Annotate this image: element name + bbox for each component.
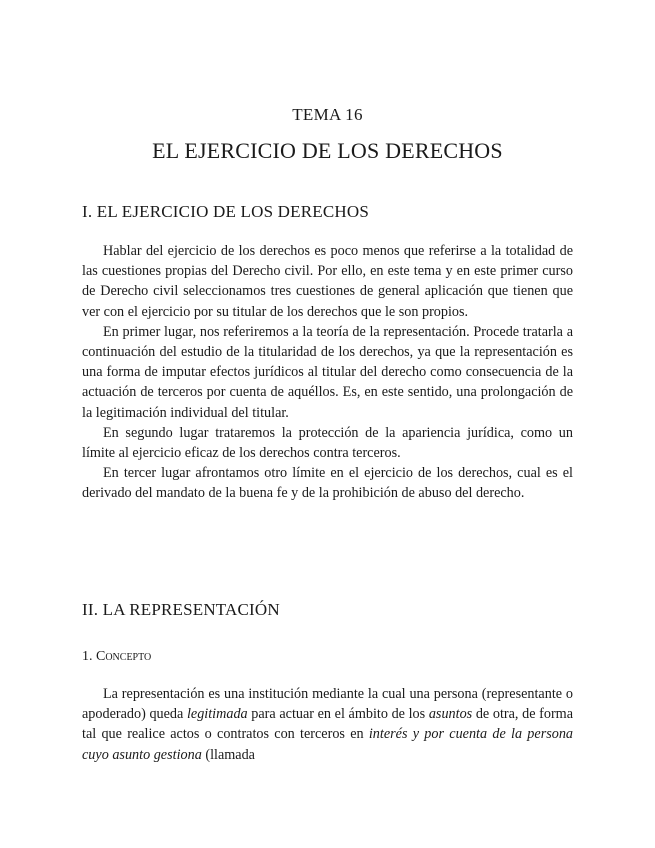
- italic-run: interés y por cuenta de la persona cuyo asunto gestiona: [82, 726, 574, 763]
- paragraph-1: Hablar del ejercicio de los derechos es poco menos que referirse a la totalidad de las cuestiones propias del Derecho civil. Por ello, en este tema y en este primer curso de Derecho civil seleccionamos tres cuestiones de general aplicación que tienen que ver con el ejercicio por su titular de los derechos que le son propios.: [82, 243, 573, 320]
- text-run: La representación es una institución mediante la cual una persona (representante o apoderado) queda: [82, 686, 573, 723]
- paragraph-5: [82, 684, 573, 765]
- paragraph-4: En tercer lugar afrontamos otro límite en el ejercicio de los derechos, cual es el derivado del mandato de la buena fe y de la prohibición de abuso del derecho.: [82, 465, 573, 502]
- section-heading-1: I. EL EJERCICIO DE LOS DERECHOS: [82, 202, 370, 221]
- section-heading-2: II. LA REPRESENTACIÓN: [82, 600, 280, 619]
- text-run: (llamada: [201, 746, 255, 763]
- section-1-body: [82, 241, 573, 504]
- subsection-heading: [82, 649, 151, 665]
- subsection-title: Concepto: [96, 649, 152, 664]
- paragraph-2: En primer lugar, nos referiremos a la teoría de la representación. Procede tratarla a continuación del estudio de la titularidad de los derechos, ya que la representación es una forma de imputar efectos jurídicos al titular del derecho como consecuencia de la actuación de terceros por cuenta de aquéllos. Es, en este sentido, una prolongación de la legitimación individual del titular.: [82, 323, 573, 421]
- text-run: de otra, de forma tal que realice actos o contratos con terceros en: [82, 706, 574, 743]
- italic-run: asuntos: [428, 706, 473, 723]
- text-run: para actuar en el ámbito de los: [247, 706, 429, 723]
- chapter-title: EL EJERCICIO DE LOS DERECHOS: [152, 138, 503, 163]
- paragraph-3: En segundo lugar trataremos la protección de la apariencia jurídica, como un límite al ejercicio eficaz de los derechos contra terceros.: [82, 424, 573, 462]
- section-2-body: [82, 684, 573, 765]
- italic-run: legitimada: [186, 706, 248, 723]
- chapter-number: TEMA 16: [292, 105, 363, 124]
- subsection-number: 1.: [82, 649, 93, 664]
